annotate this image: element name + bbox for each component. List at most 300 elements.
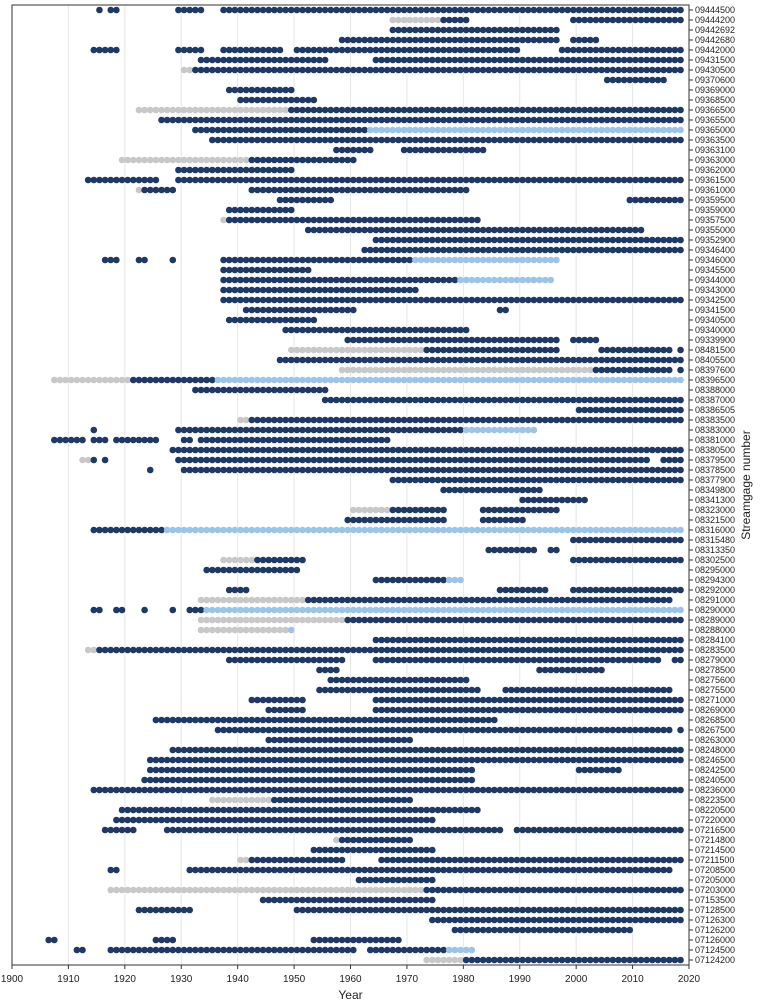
record-dot bbox=[508, 227, 515, 234]
record-dot bbox=[480, 517, 487, 524]
record-dot bbox=[282, 377, 289, 384]
record-dot bbox=[339, 747, 346, 754]
record-dot bbox=[333, 687, 340, 694]
record-dot bbox=[435, 347, 442, 354]
record-dot bbox=[452, 777, 459, 784]
record-dot bbox=[559, 907, 566, 914]
record-dot bbox=[361, 277, 368, 284]
record-dot bbox=[519, 477, 526, 484]
record-dot bbox=[452, 187, 459, 194]
record-dot bbox=[282, 807, 289, 814]
record-dot bbox=[610, 227, 617, 234]
record-dot bbox=[655, 357, 662, 364]
record-dot bbox=[446, 277, 453, 284]
record-dot bbox=[412, 347, 419, 354]
record-dot bbox=[254, 717, 261, 724]
record-dot bbox=[677, 7, 684, 14]
record-dot bbox=[299, 747, 306, 754]
record-dot bbox=[136, 787, 143, 794]
record-dot bbox=[215, 647, 222, 654]
record-dot bbox=[333, 797, 340, 804]
record-dot bbox=[395, 367, 402, 374]
record-dot bbox=[395, 327, 402, 334]
record-dot bbox=[344, 47, 351, 54]
record-dot bbox=[406, 297, 413, 304]
record-dot bbox=[265, 387, 272, 394]
record-dot bbox=[209, 177, 216, 184]
record-dot bbox=[322, 47, 329, 54]
record-dot bbox=[604, 707, 611, 714]
record-dot bbox=[502, 107, 509, 114]
record-dot bbox=[282, 167, 289, 174]
record-dot bbox=[311, 717, 318, 724]
record-dot bbox=[440, 227, 447, 234]
record-dot bbox=[203, 167, 210, 174]
record-dot bbox=[570, 447, 577, 454]
record-dot bbox=[468, 367, 475, 374]
record-dot bbox=[632, 757, 639, 764]
record-dot bbox=[378, 507, 385, 514]
record-dot bbox=[429, 147, 436, 154]
record-dot bbox=[604, 367, 611, 374]
record-dot bbox=[260, 207, 267, 214]
record-dot bbox=[570, 67, 577, 74]
record-dot bbox=[474, 607, 481, 614]
record-dot bbox=[610, 687, 617, 694]
record-dot bbox=[395, 217, 402, 224]
record-dot bbox=[564, 887, 571, 894]
record-dot bbox=[254, 67, 261, 74]
record-dot bbox=[237, 157, 244, 164]
record-dot bbox=[220, 457, 227, 464]
record-dot bbox=[327, 447, 334, 454]
record-dot bbox=[655, 907, 662, 914]
record-dot bbox=[497, 747, 504, 754]
record-dot bbox=[254, 747, 261, 754]
record-dot bbox=[598, 177, 605, 184]
record-dot bbox=[339, 737, 346, 744]
record-dot bbox=[327, 197, 334, 204]
record-dot bbox=[316, 467, 323, 474]
record-dot bbox=[119, 647, 126, 654]
record-dot bbox=[587, 867, 594, 874]
record-dot bbox=[311, 427, 318, 434]
record-dot bbox=[406, 807, 413, 814]
record-dot bbox=[265, 167, 272, 174]
record-dot bbox=[666, 117, 673, 124]
record-dot bbox=[621, 697, 628, 704]
record-dot bbox=[497, 117, 504, 124]
record-dot bbox=[677, 707, 684, 714]
record-dot bbox=[593, 227, 600, 234]
record-dot bbox=[384, 807, 391, 814]
record-dot bbox=[423, 517, 430, 524]
record-dot bbox=[186, 867, 193, 874]
record-dot bbox=[339, 7, 346, 14]
record-dot bbox=[260, 107, 267, 114]
record-dot bbox=[581, 57, 588, 64]
record-dot bbox=[299, 697, 306, 704]
record-dot bbox=[311, 67, 318, 74]
record-dot bbox=[429, 647, 436, 654]
record-dot bbox=[677, 367, 684, 374]
record-dot bbox=[406, 137, 413, 144]
record-dot bbox=[373, 677, 380, 684]
record-dot bbox=[271, 257, 278, 264]
record-dot bbox=[485, 707, 492, 714]
record-dot bbox=[260, 567, 267, 574]
record-dot bbox=[339, 677, 346, 684]
record-dot bbox=[344, 37, 351, 44]
record-dot bbox=[632, 117, 639, 124]
record-dot bbox=[581, 867, 588, 874]
record-dot bbox=[536, 907, 543, 914]
record-dot bbox=[423, 707, 430, 714]
record-dot bbox=[384, 447, 391, 454]
record-dot bbox=[294, 447, 301, 454]
record-dot bbox=[51, 377, 58, 384]
record-dot bbox=[660, 587, 667, 594]
record-dot bbox=[632, 347, 639, 354]
record-dot bbox=[316, 217, 323, 224]
record-dot bbox=[666, 557, 673, 564]
record-dot bbox=[271, 707, 278, 714]
record-dot bbox=[531, 27, 538, 34]
record-dot bbox=[294, 307, 301, 314]
record-dot bbox=[299, 827, 306, 834]
record-dot bbox=[615, 417, 622, 424]
record-dot bbox=[553, 447, 560, 454]
record-dot bbox=[446, 777, 453, 784]
record-dot bbox=[525, 827, 532, 834]
record-dot bbox=[294, 717, 301, 724]
record-dot bbox=[350, 847, 357, 854]
record-dot bbox=[452, 527, 459, 534]
record-dot bbox=[440, 327, 447, 334]
record-dot bbox=[299, 117, 306, 124]
record-dot bbox=[373, 577, 380, 584]
record-dot bbox=[299, 277, 306, 284]
record-dot bbox=[435, 857, 442, 864]
record-dot bbox=[536, 697, 543, 704]
record-dot bbox=[141, 187, 148, 194]
record-dot bbox=[220, 607, 227, 614]
record-dot bbox=[468, 707, 475, 714]
record-dot bbox=[536, 337, 543, 344]
record-dot bbox=[186, 807, 193, 814]
record-dot bbox=[547, 657, 554, 664]
record-dot bbox=[429, 717, 436, 724]
record-dot bbox=[677, 247, 684, 254]
record-dot bbox=[288, 127, 295, 134]
record-dot bbox=[311, 777, 318, 784]
record-dot bbox=[226, 437, 233, 444]
record-dot bbox=[243, 527, 250, 534]
record-dot bbox=[288, 527, 295, 534]
record-dot bbox=[367, 117, 374, 124]
record-dot bbox=[378, 457, 385, 464]
record-dot bbox=[350, 217, 357, 224]
record-dot bbox=[406, 57, 413, 64]
record-dot bbox=[209, 617, 216, 624]
record-dot bbox=[327, 257, 334, 264]
record-dot bbox=[463, 117, 470, 124]
record-dot bbox=[587, 647, 594, 654]
record-dot bbox=[277, 797, 284, 804]
record-dot bbox=[508, 257, 515, 264]
record-dot bbox=[485, 257, 492, 264]
record-dot bbox=[570, 527, 577, 534]
record-dot bbox=[615, 247, 622, 254]
record-dot bbox=[649, 727, 656, 734]
record-dot bbox=[547, 607, 554, 614]
record-dot bbox=[305, 647, 312, 654]
record-dot bbox=[632, 47, 639, 54]
record-dot bbox=[175, 807, 182, 814]
record-dot bbox=[429, 347, 436, 354]
record-dot bbox=[576, 597, 583, 604]
record-dot bbox=[96, 787, 103, 794]
record-dot bbox=[604, 347, 611, 354]
record-dot bbox=[587, 57, 594, 64]
record-dot bbox=[660, 537, 667, 544]
record-dot bbox=[677, 107, 684, 114]
record-dot bbox=[446, 887, 453, 894]
record-dot bbox=[367, 137, 374, 144]
record-dot bbox=[265, 457, 272, 464]
record-dot bbox=[604, 17, 611, 24]
record-dot bbox=[435, 367, 442, 374]
record-dot bbox=[169, 157, 176, 164]
record-dot bbox=[316, 187, 323, 194]
record-dot bbox=[220, 157, 227, 164]
record-dot bbox=[508, 467, 515, 474]
record-dot bbox=[553, 477, 560, 484]
record-dot bbox=[164, 647, 171, 654]
record-dot bbox=[536, 727, 543, 734]
record-dot bbox=[553, 27, 560, 34]
record-dot bbox=[525, 347, 532, 354]
record-dot bbox=[547, 397, 554, 404]
record-dot bbox=[390, 447, 397, 454]
record-dot bbox=[299, 267, 306, 274]
record-dot bbox=[610, 907, 617, 914]
record-dot bbox=[390, 877, 397, 884]
record-dot bbox=[491, 597, 498, 604]
record-dot bbox=[508, 67, 515, 74]
record-dot bbox=[463, 747, 470, 754]
record-dot bbox=[373, 247, 380, 254]
record-dot bbox=[294, 467, 301, 474]
record-dot bbox=[604, 297, 611, 304]
record-dot bbox=[643, 177, 650, 184]
record-dot bbox=[215, 427, 222, 434]
record-dot bbox=[514, 697, 521, 704]
record-dot bbox=[311, 727, 318, 734]
record-dot bbox=[361, 757, 368, 764]
record-dot bbox=[384, 397, 391, 404]
record-dot bbox=[514, 607, 521, 614]
record-dot bbox=[367, 457, 374, 464]
record-dot bbox=[423, 467, 430, 474]
record-dot bbox=[350, 397, 357, 404]
record-dot bbox=[435, 727, 442, 734]
record-dot bbox=[610, 757, 617, 764]
record-dot bbox=[547, 27, 554, 34]
record-dot bbox=[260, 387, 267, 394]
record-dot bbox=[677, 127, 684, 134]
record-dot bbox=[502, 27, 509, 34]
record-dot bbox=[429, 117, 436, 124]
record-dot bbox=[102, 787, 109, 794]
record-dot bbox=[429, 477, 436, 484]
record-dot bbox=[265, 747, 272, 754]
record-dot bbox=[435, 807, 442, 814]
record-dot bbox=[610, 537, 617, 544]
record-dot bbox=[457, 247, 464, 254]
record-dot bbox=[243, 567, 250, 574]
record-dot bbox=[153, 907, 160, 914]
record-dot bbox=[232, 117, 239, 124]
record-dot bbox=[480, 707, 487, 714]
record-dot bbox=[480, 717, 487, 724]
record-dot bbox=[277, 737, 284, 744]
record-dot bbox=[356, 777, 363, 784]
record-dot bbox=[632, 787, 639, 794]
record-dot bbox=[632, 367, 639, 374]
record-dot bbox=[570, 597, 577, 604]
record-dot bbox=[350, 597, 357, 604]
record-dot bbox=[237, 387, 244, 394]
record-dot bbox=[418, 857, 425, 864]
record-dot bbox=[429, 17, 436, 24]
record-dot bbox=[615, 747, 622, 754]
record-dot bbox=[621, 57, 628, 64]
record-dot bbox=[361, 907, 368, 914]
record-dot bbox=[480, 697, 487, 704]
record-dot bbox=[395, 257, 402, 264]
record-dot bbox=[440, 697, 447, 704]
record-dot bbox=[243, 657, 250, 664]
record-dot bbox=[485, 827, 492, 834]
record-dot bbox=[384, 327, 391, 334]
record-dot bbox=[677, 637, 684, 644]
record-dot bbox=[418, 417, 425, 424]
record-dot bbox=[395, 417, 402, 424]
record-dot bbox=[672, 857, 679, 864]
record-dot bbox=[339, 137, 346, 144]
record-dot bbox=[474, 717, 481, 724]
record-dot bbox=[237, 797, 244, 804]
record-dot bbox=[660, 247, 667, 254]
record-dot bbox=[226, 827, 233, 834]
record-dot bbox=[237, 447, 244, 454]
record-dot bbox=[547, 497, 554, 504]
record-dot bbox=[418, 327, 425, 334]
record-dot bbox=[186, 777, 193, 784]
record-dot bbox=[423, 637, 430, 644]
record-dot bbox=[186, 7, 193, 14]
record-dot bbox=[525, 257, 532, 264]
record-dot bbox=[243, 117, 250, 124]
record-dot bbox=[412, 257, 419, 264]
record-dot bbox=[677, 657, 684, 664]
record-dot bbox=[164, 107, 171, 114]
record-dot bbox=[311, 317, 318, 324]
record-dot bbox=[271, 787, 278, 794]
record-dot bbox=[666, 407, 673, 414]
record-dot bbox=[350, 507, 357, 514]
record-dot bbox=[435, 687, 442, 694]
record-dot bbox=[412, 47, 419, 54]
record-dot bbox=[485, 127, 492, 134]
record-dot bbox=[243, 7, 250, 14]
record-dot bbox=[277, 747, 284, 754]
record-dot bbox=[440, 717, 447, 724]
record-dot bbox=[536, 607, 543, 614]
record-dot bbox=[169, 887, 176, 894]
record-dot bbox=[316, 197, 323, 204]
record-dot bbox=[361, 897, 368, 904]
record-dot bbox=[429, 397, 436, 404]
record-dot bbox=[553, 357, 560, 364]
record-dot bbox=[265, 527, 272, 534]
record-dot bbox=[192, 457, 199, 464]
record-dot bbox=[203, 757, 210, 764]
record-dot bbox=[677, 617, 684, 624]
record-dot bbox=[339, 37, 346, 44]
record-dot bbox=[373, 517, 380, 524]
record-dot bbox=[237, 767, 244, 774]
record-dot bbox=[271, 117, 278, 124]
record-dot bbox=[581, 787, 588, 794]
record-dot bbox=[271, 527, 278, 534]
record-dot bbox=[508, 347, 515, 354]
record-dot bbox=[542, 297, 549, 304]
record-dot bbox=[248, 757, 255, 764]
record-dot bbox=[248, 657, 255, 664]
record-dot bbox=[570, 237, 577, 244]
record-dot bbox=[203, 767, 210, 774]
record-dot bbox=[412, 137, 419, 144]
record-dot bbox=[181, 647, 188, 654]
record-dot bbox=[452, 107, 459, 114]
record-dot bbox=[547, 117, 554, 124]
record-dot bbox=[395, 107, 402, 114]
record-dot bbox=[169, 717, 176, 724]
record-dot bbox=[440, 117, 447, 124]
record-dot bbox=[316, 777, 323, 784]
record-dot bbox=[452, 217, 459, 224]
record-dot bbox=[452, 7, 459, 14]
record-dot bbox=[519, 867, 526, 874]
record-dot bbox=[666, 597, 673, 604]
record-dot bbox=[299, 417, 306, 424]
record-dot bbox=[497, 507, 504, 514]
record-dot bbox=[615, 827, 622, 834]
record-dot bbox=[502, 917, 509, 924]
record-dot bbox=[299, 527, 306, 534]
record-dot bbox=[316, 157, 323, 164]
record-dot bbox=[378, 397, 385, 404]
record-dot bbox=[491, 117, 498, 124]
record-dot bbox=[401, 17, 408, 24]
record-dot bbox=[265, 57, 272, 64]
record-dot bbox=[192, 807, 199, 814]
record-dot bbox=[536, 67, 543, 74]
record-dot bbox=[610, 417, 617, 424]
record-dot bbox=[344, 687, 351, 694]
